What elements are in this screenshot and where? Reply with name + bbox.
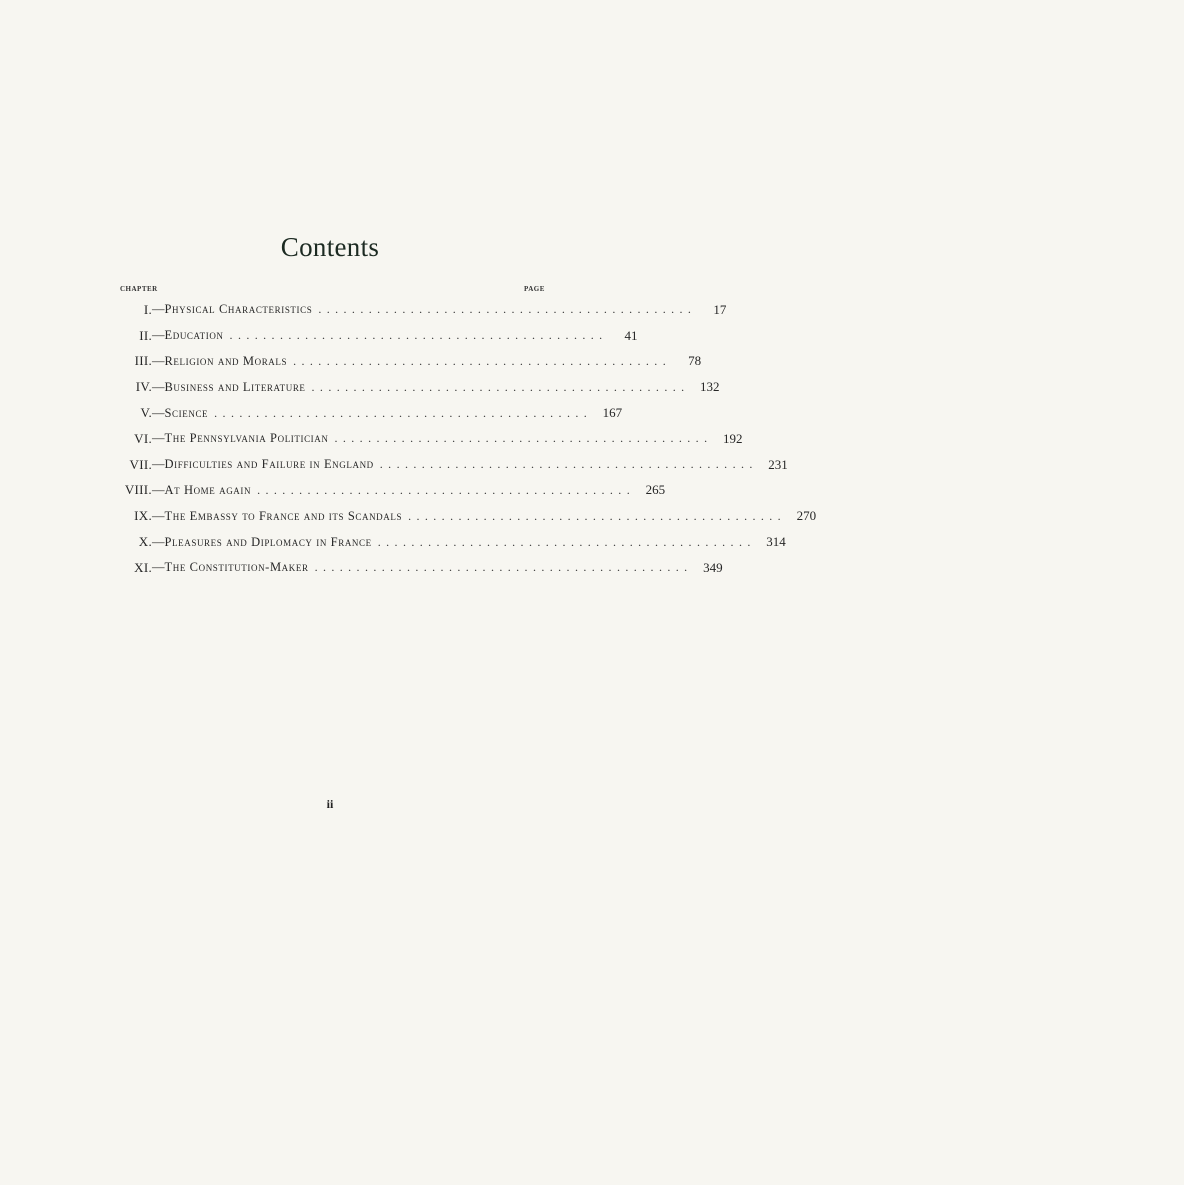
page-number: 349 (703, 559, 723, 575)
toc-entry: I. — Physical Characteristics ............................................. 17 (100, 297, 560, 323)
chapter-number: I. (143, 301, 152, 317)
chapter-number: IV. (135, 379, 152, 395)
chapter-number: II. (139, 327, 152, 343)
page-column-header: PAGE (524, 285, 545, 293)
chapter-title: The Embassy to France and its Scandals (164, 508, 403, 523)
chapter-number: VIII. (124, 482, 152, 498)
chapter-column-header: CHAPTER (120, 285, 158, 293)
chapter-number: III. (134, 353, 152, 369)
chapter-title: Science (164, 405, 209, 420)
chapter-number: XI. (134, 559, 152, 575)
page-folio: ii (326, 797, 334, 811)
page-number: 231 (768, 456, 788, 472)
toc-entry: IV. — Business and Literature ............................................. 132 (100, 374, 560, 400)
toc-entry: VIII. — At Home again ............................................. 265 (100, 478, 560, 504)
chapter-title: Physical Characteristics (164, 302, 313, 317)
chapter-number: VI. (134, 430, 152, 446)
chapter-number: V. (140, 405, 152, 421)
chapter-number: X. (138, 534, 152, 550)
chapter-title: Pleasures and Diplomacy in France (164, 534, 372, 549)
toc-entry: X. — Pleasures and Diplomacy in France ............................................. 314 (100, 529, 560, 555)
chapter-number: VII. (129, 456, 152, 472)
page-number: 41 (624, 327, 638, 343)
toc-entry: III. — Religion and Morals ............................................. 78 (100, 349, 560, 375)
chapter-number: IX. (134, 508, 152, 524)
toc-entry: VII. — Difficulties and Failure in England ............................................. 231 (100, 452, 560, 478)
chapter-title: The Pennsylvania Politician (164, 431, 329, 446)
page-number: 78 (688, 353, 702, 369)
page-number: 132 (700, 379, 720, 395)
chapter-title: Religion and Morals (164, 353, 288, 368)
page-number: 265 (645, 482, 666, 498)
page-number: 167 (602, 405, 623, 421)
chapter-title: Difficulties and Failure in England (164, 457, 374, 472)
chapter-title: Business and Literature (164, 379, 306, 394)
page-number: 192 (722, 430, 743, 446)
page-number: 314 (766, 534, 786, 550)
page-number: 17 (713, 301, 727, 317)
toc-entry: II. — Education ............................................. 41 (100, 323, 560, 349)
toc-entry: XI. — The Constitution-Maker ............................................. 349 (100, 555, 560, 581)
chapter-title: The Constitution-Maker (164, 560, 309, 575)
chapter-title: At Home again (164, 482, 252, 497)
toc-entry: V. — Science ............................................. 167 (100, 400, 560, 426)
table-of-contents (100, 297, 817, 581)
page-number: 270 (796, 508, 817, 524)
toc-entry: VI. — The Pennsylvania Politician ............................................. 192 (100, 426, 560, 452)
toc-entry: IX. — The Embassy to France and its Scandals ............................................. 270 (100, 503, 560, 529)
page-title: Contents (280, 232, 380, 262)
chapter-title: Education (164, 328, 224, 343)
